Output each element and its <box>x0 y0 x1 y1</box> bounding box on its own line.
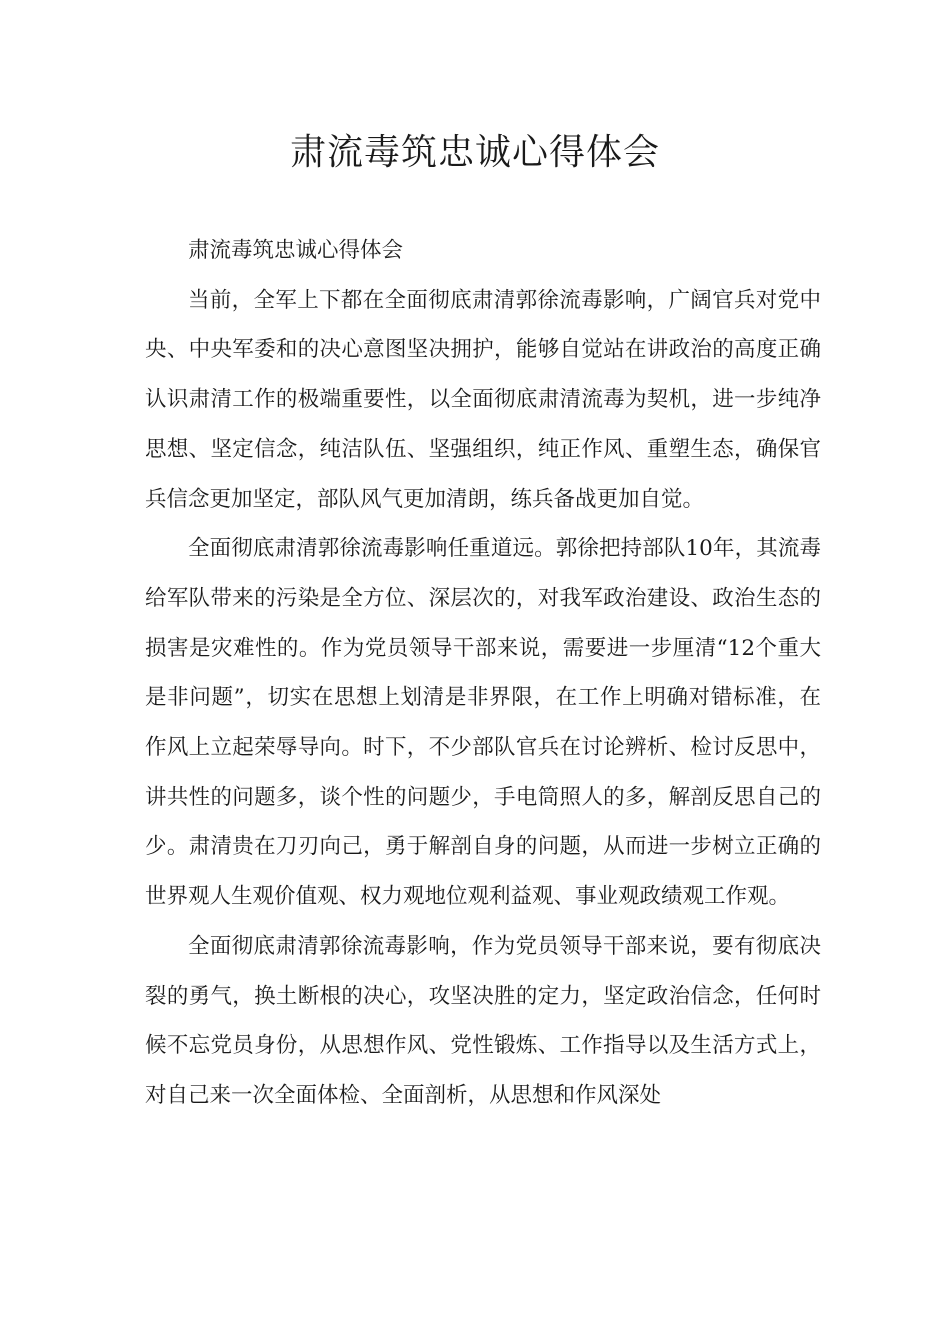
document-body <box>145 226 821 1121</box>
paragraph: 全面彻底肃清郭徐流毒影响任重道远。郭徐把持部队10年，其流毒给军队带来的污染是全方位、深层次的，对我军政治建设、政治生态的损害是灾难性的。作为党员领导干部来说，需要进一步厘清“12个重大是非问题”，切实在思想上划清是非界限，在工作上明确对错标准，在作风上立起荣辱导向。时下，不少部队官兵在讨论辨析、检讨反思中，讲共性的问题多，谈个性的问题少，手电筒照人的多，解剖反思自己的少。肃清贵在刀刃向己，勇于解剖自身的问题，从而进一步树立正确的世界观人生观价值观、权力观地位观利益观、事业观政绩观工作观。 <box>145 536 821 910</box>
paragraph-subtitle: 肃流毒筑忠诚心得体会 <box>188 238 404 263</box>
paragraph: 当前，全军上下都在全面彻底肃清郭徐流毒影响，广阔官兵对党中央、中央军委和的决心意图坚决拥护，能够自觉站在讲政治的高度正确认识肃清工作的极端重要性，以全面彻底肃清流毒为契机，进一步纯净思想、坚定信念，纯洁队伍、坚强组织，纯正作风、重塑生态，确保官兵信念更加坚定，部队风气更加清朗，练兵备战更加自觉。 <box>145 287 821 512</box>
paragraph: 全面彻底肃清郭徐流毒影响，作为党员领导干部来说，要有彻底决裂的勇气，换土断根的决心，攻坚决胜的定力，坚定政治信念，任何时候不忘党员身份，从思想作风、党性锻炼、工作指导以及生活方式上，对自己来一次全面体检、全面剖析，从思想和作风深处 <box>145 933 821 1108</box>
document-title: 肃流毒筑忠诚心得体会 <box>289 132 660 173</box>
